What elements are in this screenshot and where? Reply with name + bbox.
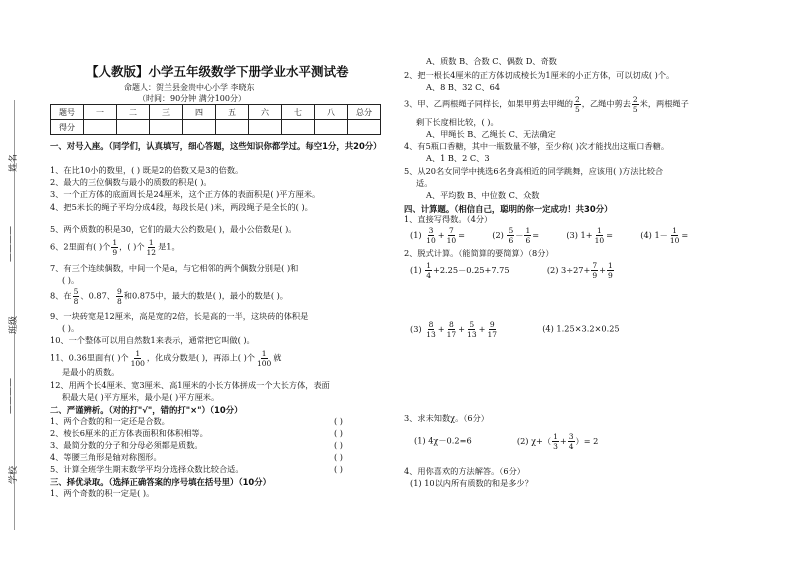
score-cell[interactable] — [150, 120, 183, 135]
question-11-cont: 是最小的质数。 — [62, 367, 120, 377]
q11-text-a: 11、0.36里面有( )个 — [50, 352, 129, 363]
question-10: 10、一个整体可以用自然数1来表示，通常把它叫做( )。 — [50, 335, 255, 345]
question-1: 1、在比10小的数里，( ) 既是2的倍数又是3的倍数。 — [50, 165, 244, 175]
fraction-1-100: $\frac{1}{100}$ — [130, 349, 145, 368]
fraction-5-8: $\frac{5}{8}$ — [73, 287, 79, 306]
score-cell[interactable] — [117, 120, 150, 135]
choice-3-cont: 剩下长度相比较，( )。 — [416, 117, 499, 127]
score-head-cell: 六 — [249, 105, 282, 120]
choice-2: 2、把一根长4厘米的正方体切成棱长为1厘米的小正方体，可以切成( )个。 — [404, 70, 675, 80]
judge-5-blank[interactable]: ( ) — [334, 464, 343, 474]
choice-3 — [404, 95, 689, 114]
q11-text-c: 就 — [273, 352, 282, 363]
time-line: （时间：90分钟 满分100分） — [138, 94, 246, 103]
judge-4 — [50, 452, 343, 463]
question-3: 3、一个正方体的底面周长是24厘米，这个正方体的表面积是( )平方厘米。 — [50, 189, 321, 199]
question-12: 12、用两个长4厘米、宽3厘米、高1厘米的小长方体拼成一个大长方体，表面 — [50, 380, 330, 390]
judge-1-blank[interactable]: ( ) — [334, 416, 343, 426]
q8-text-c: 和0.875中，最大的数是( )，最小的数是( )。 — [123, 290, 288, 301]
question-8 — [50, 287, 288, 306]
score-head-cell: 八 — [315, 105, 348, 120]
fraction-1-12: $\frac{1}{12}$ — [146, 238, 157, 257]
class-line: ———— — [6, 378, 16, 414]
score-cell[interactable] — [282, 120, 315, 135]
fraction-2-5b: $\frac{2}{5}$ — [632, 95, 638, 114]
score-head-cell: 五 — [216, 105, 249, 120]
question-9-cont: ( )。 — [62, 323, 80, 333]
score-head-cell: 总分 — [348, 105, 381, 120]
calc-3-row — [414, 432, 598, 451]
judge-3 — [50, 440, 343, 451]
judge-2 — [50, 428, 343, 439]
calc-2-2: (2) 3÷27+ $\frac{7}{9}$ + $\frac{1}{9}$ — [546, 261, 613, 280]
q8-text-b: 、0.87、 — [80, 290, 115, 301]
score-cell[interactable] — [315, 120, 348, 135]
calc-3-1: (1) 4χ－0.2=6 — [414, 435, 472, 446]
score-cell[interactable] — [216, 120, 249, 135]
name-line: ———— — [6, 226, 16, 262]
fraction-2-5: $\frac{2}{5}$ — [574, 95, 580, 114]
choice-4-options: A、1 B、2 C、3 — [426, 153, 490, 163]
calc-4-1: (1) 10以内所有质数的和是多少？ — [410, 478, 533, 488]
calc-3-2: (2) χ+（ $\frac{1}{3}$ + $\frac{3}{4}$ ）= 2 — [516, 432, 599, 451]
calc-2-1: (1) $\frac{1}{4}$ +2.25－0.25+7.75 — [410, 261, 510, 280]
choice-1: 1、两个奇数的积一定是( )。 — [50, 488, 155, 498]
choice-2-options: A、8 B、32 C、64 — [426, 82, 501, 92]
score-cell[interactable] — [249, 120, 282, 135]
school-label: 学校 — [9, 465, 19, 484]
calc-3-heading: 3、求未知数χ。（6分） — [404, 413, 489, 423]
q11-text-b: ，化成分数是( )，再添上( )个 — [146, 352, 255, 363]
choice-5: 5、从20名女同学中挑选6名身高相近的同学跳舞，应该用( )方法比较合 — [404, 166, 664, 176]
score-cell[interactable] — [183, 120, 216, 135]
c3-text-b: ，乙绳中剪去 — [581, 98, 631, 109]
question-7: 7、有三个连续偶数，中间一个是a，与它相邻的两个偶数分别是( )和 — [50, 263, 299, 273]
calc-2-row1 — [410, 261, 615, 280]
question-12-cont: 积最大是( )平方厘米，最小是( )平方厘米。 — [62, 392, 220, 402]
score-table — [50, 104, 381, 135]
judge-3-text: 3、最简分数的分子和分母必须都是质数。 — [50, 440, 203, 450]
judge-5 — [50, 464, 343, 475]
calc-4-heading: 4、用你喜欢的方法解答。（6分） — [404, 466, 525, 476]
c3-text-c: 米，两根绳子 — [639, 98, 689, 109]
fraction-9-8: $\frac{9}{8}$ — [116, 287, 122, 306]
question-5: 5、两个质数的积是30，它们的最大公约数是( )，最小公倍数是( )。 — [50, 224, 297, 234]
question-7-cont: ( )。 — [62, 275, 80, 285]
judge-3-blank[interactable]: ( ) — [334, 440, 343, 450]
q6-text-a: 6、2里面有( )个 — [50, 241, 111, 252]
score-cell[interactable] — [84, 120, 117, 135]
calc-1-1: (1) $\frac{3}{10}$ + $\frac{7}{10}$ = — [410, 226, 466, 245]
calc-1-heading: 1、直接写得数。（4分） — [404, 214, 493, 224]
judge-1-text: 1、两个合数的和一定还是合数。 — [50, 416, 170, 426]
section-3-heading: 三、择优录取。（选择正确答案的序号填在括号里）（10分） — [50, 477, 272, 487]
calc-1-2: (2) $\frac{5}{6}$ － $\frac{1}{6}$ = — [492, 226, 540, 245]
calc-1-4: (4) 1－ $\frac{1}{10}$ = — [640, 226, 689, 245]
page-title: 【人教版】小学五年级数学下册学业水平测试卷 — [86, 64, 349, 79]
score-cell[interactable]: 得分 — [51, 120, 84, 135]
fraction-1-9: $\frac{1}{9}$ — [112, 238, 118, 257]
choice-4: 4、有5瓶口香糖，其中一瓶数量不够，至少称( )次才能找出这瓶口香糖。 — [404, 141, 670, 151]
q8-text-a: 8、在 — [50, 290, 72, 301]
score-cell[interactable] — [348, 120, 381, 135]
choice-5-options: A、平均数 B、中位数 C、众数 — [426, 190, 540, 200]
judge-2-text: 2、棱长6厘米的正方体表面积和体积相等。 — [50, 428, 208, 438]
score-head-cell: 题号 — [51, 105, 84, 120]
section-1-heading: 一、对号入座。（同学们，认真填写，细心答题，这些知识你都学过。每空1分，共20分） — [50, 141, 382, 151]
calc-1-3: (3) 1+ $\frac{1}{10}$ = — [566, 226, 614, 245]
question-9: 9、一块砖宽是12厘米，高是宽的2倍，长是高的一半，这块砖的体积是 — [50, 311, 309, 321]
calc-2-3: (3) $\frac{8}{13}$ + $\frac{8}{17}$ + $\frac{5}{13}$ + $\frac{9}{17}$ — [410, 320, 498, 339]
judge-2-blank[interactable]: ( ) — [334, 428, 343, 438]
question-11 — [50, 349, 281, 368]
calc-2-row2 — [410, 320, 620, 339]
choice-5-cont: 适。 — [416, 178, 433, 188]
question-2: 2、最大的三位偶数与最小的质数的积是( )。 — [50, 177, 212, 187]
c3-text-a: 3、甲、乙两根绳子同样长，如果甲剪去甲绳的 — [404, 98, 573, 109]
score-head-cell: 一 — [84, 105, 117, 120]
author-line: 命题人：贺兰县金贵中心小学 李晓东 — [124, 83, 255, 92]
choice-3-options: A、甲绳长 B、乙绳长 C、无法确定 — [426, 129, 556, 139]
q6-text-b: ，( )个 — [119, 241, 145, 252]
section-4-heading: 四、计算题。（相信自己，聪明的你一定成功！共30分） — [404, 204, 613, 214]
calc-2-heading: 2、脱式计算。（能简算的要简算）（8分） — [404, 248, 554, 258]
name-label: 姓名 — [9, 153, 19, 172]
score-head-cell: 七 — [282, 105, 315, 120]
question-4: 4、把5米长的绳子平均分成4段，每段长是( )米，两段绳子是全长的( )。 — [50, 202, 313, 212]
score-head-cell: 三 — [150, 105, 183, 120]
q6-text-c: 是1。 — [158, 241, 180, 252]
judge-1 — [50, 416, 343, 427]
judge-4-text: 4、等腰三角形是轴对称图形。 — [50, 452, 162, 462]
judge-5-text: 5、计算全班学生期末数学平均分选择众数比较合适。 — [50, 464, 244, 474]
question-6 — [50, 238, 180, 257]
class-label: 班级 — [9, 315, 19, 334]
calc-2-4: (4) 1.25×3.2×0.25 — [542, 323, 620, 334]
judge-4-blank[interactable]: ( ) — [334, 452, 343, 462]
choice-1-options: A、质数 B、合数 C、偶数 D、奇数 — [426, 56, 557, 66]
fraction-1-100b: $\frac{1}{100}$ — [256, 349, 272, 368]
section-2-heading: 二、严谨辨析。（对的打"√"，错的打"×"）（10分） — [50, 405, 243, 415]
score-head-cell: 四 — [183, 105, 216, 120]
calc-1-items — [410, 226, 688, 245]
score-head-cell: 二 — [117, 105, 150, 120]
